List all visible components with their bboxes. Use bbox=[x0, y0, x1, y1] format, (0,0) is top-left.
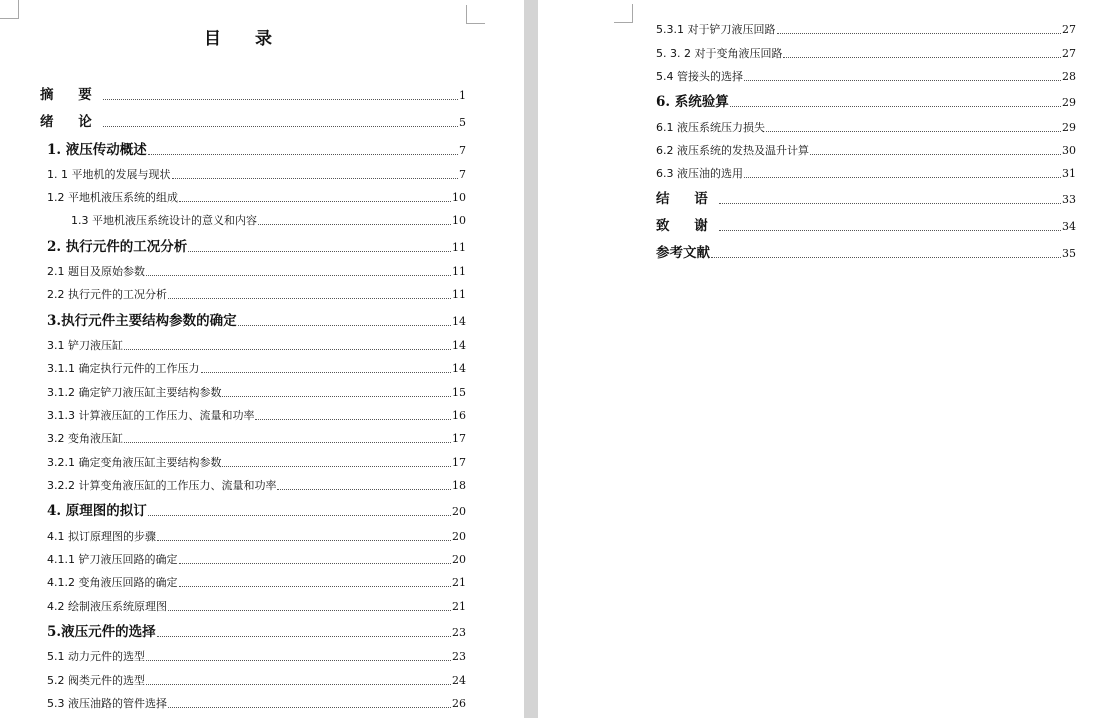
toc-entry[interactable] bbox=[47, 530, 466, 544]
leader-dots bbox=[222, 466, 451, 467]
document-page-left bbox=[0, 0, 524, 718]
leader-dots bbox=[124, 442, 451, 443]
toc-entry[interactable] bbox=[47, 432, 466, 446]
toc-entry-label: 3.1.1 确定执行元件的工作压力 bbox=[47, 362, 200, 375]
toc-entry-label: 5.3.1 对于铲刀液压回路 bbox=[656, 23, 776, 36]
toc-entry-label: 3.执行元件主要结构参数的确定 bbox=[47, 313, 237, 329]
toc-entry-label: 1. 液压传动概述 bbox=[47, 142, 147, 158]
toc-page-number: 26 bbox=[452, 697, 466, 710]
toc-entry-label: 1. 1 平地机的发展与现状 bbox=[47, 168, 171, 181]
toc-entry-label: 2. 执行元件的工况分析 bbox=[47, 239, 188, 255]
toc-entry-label: 4. 原理图的拟订 bbox=[47, 503, 147, 519]
toc-entry-label: 4.1 拟订原理图的步骤 bbox=[47, 530, 156, 543]
toc-entry[interactable] bbox=[656, 167, 1076, 181]
toc-entry[interactable] bbox=[656, 144, 1076, 158]
leader-dots bbox=[124, 349, 451, 350]
toc-entry[interactable] bbox=[656, 23, 1076, 37]
toc-page-number: 11 bbox=[452, 265, 466, 278]
toc-entry-label: 结 语 bbox=[656, 191, 718, 207]
leader-dots bbox=[148, 515, 451, 516]
toc-entry[interactable] bbox=[47, 479, 466, 493]
toc-entry[interactable] bbox=[47, 288, 466, 302]
toc-page-number: 20 bbox=[452, 530, 466, 543]
toc-entry[interactable] bbox=[47, 339, 466, 353]
toc-entry[interactable] bbox=[47, 456, 466, 470]
toc-entry-label: 1.3 平地机液压系统设计的意义和内容 bbox=[71, 214, 257, 227]
toc-entry[interactable] bbox=[47, 600, 466, 614]
toc-entry[interactable] bbox=[71, 214, 466, 228]
toc-page-number: 14 bbox=[452, 339, 466, 352]
toc-page-number: 34 bbox=[1062, 220, 1076, 233]
leader-dots bbox=[810, 154, 1061, 155]
toc-page-number: 31 bbox=[1062, 167, 1076, 180]
toc-page-number: 10 bbox=[452, 191, 466, 204]
leader-dots bbox=[277, 489, 451, 490]
leader-dots bbox=[238, 325, 451, 326]
toc-entry[interactable] bbox=[47, 362, 466, 376]
toc-entry-label: 致 谢 bbox=[656, 218, 718, 234]
toc-page-number: 17 bbox=[452, 456, 466, 469]
toc-page-number: 23 bbox=[452, 626, 466, 639]
leader-dots bbox=[168, 610, 451, 611]
toc-entry-label: 3.1 铲刀液压缸 bbox=[47, 339, 123, 352]
toc-entry-label: 5.2 阀类元件的选型 bbox=[47, 674, 145, 687]
toc-entry[interactable] bbox=[47, 239, 466, 255]
leader-dots bbox=[258, 224, 451, 225]
toc-page-number: 23 bbox=[452, 650, 466, 663]
leader-dots bbox=[744, 80, 1061, 81]
toc-entry[interactable] bbox=[656, 191, 1076, 207]
toc-page-number: 24 bbox=[452, 674, 466, 687]
page-corner-mark bbox=[466, 5, 485, 24]
toc-entry[interactable] bbox=[47, 191, 466, 205]
toc-entry-label: 摘 要 bbox=[40, 87, 102, 103]
toc-entry-label: 3.1.2 确定铲刀液压缸主要结构参数 bbox=[47, 386, 222, 399]
toc-entry[interactable] bbox=[47, 503, 466, 519]
toc-entry-label: 3.1.3 计算液压缸的工作压力、流量和功率 bbox=[47, 409, 255, 422]
toc-entry-label: 2.1 题目及原始参数 bbox=[47, 265, 145, 278]
toc-title: 目 录 bbox=[204, 29, 286, 49]
leader-dots bbox=[201, 372, 452, 373]
leader-dots bbox=[255, 419, 451, 420]
toc-page-number: 20 bbox=[452, 553, 466, 566]
toc-page-number: 21 bbox=[452, 576, 466, 589]
toc-entry-label: 绪 论 bbox=[40, 114, 102, 130]
toc-entry[interactable] bbox=[656, 218, 1076, 234]
toc-page-number: 5 bbox=[459, 116, 466, 129]
toc-entry-label: 3.2.1 确定变角液压缸主要结构参数 bbox=[47, 456, 222, 469]
toc-entry-label: 4.1.1 铲刀液压回路的确定 bbox=[47, 553, 178, 566]
leader-dots bbox=[168, 707, 451, 708]
toc-entry[interactable] bbox=[47, 576, 466, 590]
toc-entry[interactable] bbox=[656, 47, 1076, 61]
leader-dots bbox=[222, 396, 451, 397]
toc-entry-label: 4.2 绘制液压系统原理图 bbox=[47, 600, 167, 613]
toc-entry-label: 3.2 变角液压缸 bbox=[47, 432, 123, 445]
toc-entry-label: 6. 系统验算 bbox=[656, 94, 729, 110]
toc-entry-label: 4.1.2 变角液压回路的确定 bbox=[47, 576, 178, 589]
toc-entry[interactable] bbox=[47, 386, 466, 400]
toc-entry-label: 3.2.2 计算变角液压缸的工作压力、流量和功率 bbox=[47, 479, 277, 492]
toc-page-number: 27 bbox=[1062, 23, 1076, 36]
page-corner-mark bbox=[614, 4, 633, 23]
toc-page-number: 29 bbox=[1062, 96, 1076, 109]
leader-dots bbox=[711, 257, 1061, 258]
toc-page-number: 16 bbox=[452, 409, 466, 422]
page-corner-mark bbox=[0, 0, 19, 19]
toc-page-number: 29 bbox=[1062, 121, 1076, 134]
leader-dots bbox=[157, 636, 451, 637]
toc-page-number: 11 bbox=[452, 288, 466, 301]
leader-dots bbox=[179, 201, 451, 202]
leader-dots bbox=[730, 106, 1061, 107]
toc-entry-label: 6.3 液压油的选用 bbox=[656, 167, 743, 180]
toc-page-number: 7 bbox=[459, 168, 466, 181]
toc-page-number: 35 bbox=[1062, 247, 1076, 260]
toc-page-number: 14 bbox=[452, 315, 466, 328]
toc-page-number: 27 bbox=[1062, 47, 1076, 60]
toc-entry-label: 5.4 管接头的选择 bbox=[656, 70, 743, 83]
toc-entry[interactable] bbox=[47, 265, 466, 279]
toc-page-number: 28 bbox=[1062, 70, 1076, 83]
toc-page-number: 10 bbox=[452, 214, 466, 227]
toc-page-number: 7 bbox=[459, 144, 466, 157]
toc-page-number: 18 bbox=[452, 479, 466, 492]
leader-dots bbox=[103, 99, 458, 100]
toc-entry[interactable] bbox=[656, 245, 1076, 261]
leader-dots bbox=[179, 586, 452, 587]
leader-dots bbox=[744, 177, 1061, 178]
toc-page-number: 21 bbox=[452, 600, 466, 613]
toc-entry[interactable] bbox=[47, 553, 466, 567]
toc-entry-label: 1.2 平地机液压系统的组成 bbox=[47, 191, 178, 204]
page-gutter bbox=[524, 0, 538, 718]
document-page-right bbox=[538, 0, 1103, 718]
leader-dots bbox=[168, 298, 451, 299]
toc-entry[interactable] bbox=[47, 697, 466, 711]
toc-entry[interactable] bbox=[40, 87, 466, 103]
leader-dots bbox=[146, 660, 451, 661]
leader-dots bbox=[179, 563, 452, 564]
toc-entry[interactable] bbox=[40, 114, 466, 130]
toc-entry-label: 2.2 执行元件的工况分析 bbox=[47, 288, 167, 301]
toc-entry-label: 6.2 液压系统的发热及温升计算 bbox=[656, 144, 809, 157]
toc-entry-label: 5.液压元件的选择 bbox=[47, 624, 156, 640]
leader-dots bbox=[783, 57, 1061, 58]
leader-dots bbox=[777, 33, 1062, 34]
toc-page-number: 11 bbox=[452, 241, 466, 254]
toc-page-number: 15 bbox=[452, 386, 466, 399]
leader-dots bbox=[148, 154, 458, 155]
leader-dots bbox=[719, 203, 1061, 204]
toc-entry[interactable] bbox=[47, 674, 466, 688]
toc-entry-label: 参考文献 bbox=[656, 245, 710, 261]
leader-dots bbox=[146, 275, 451, 276]
toc-page-number: 14 bbox=[452, 362, 466, 375]
toc-entry[interactable] bbox=[656, 70, 1076, 84]
toc-entry[interactable] bbox=[47, 624, 466, 640]
toc-entry[interactable] bbox=[656, 121, 1076, 135]
toc-page-number: 30 bbox=[1062, 144, 1076, 157]
toc-entry-label: 5.3 液压油路的管件选择 bbox=[47, 697, 167, 710]
toc-entry[interactable] bbox=[47, 313, 466, 329]
toc-entry[interactable] bbox=[47, 168, 466, 182]
toc-page-number: 20 bbox=[452, 505, 466, 518]
toc-entry[interactable] bbox=[656, 94, 1076, 110]
toc-page-number: 33 bbox=[1062, 193, 1076, 206]
leader-dots bbox=[103, 126, 458, 127]
leader-dots bbox=[188, 251, 451, 252]
leader-dots bbox=[172, 178, 459, 179]
toc-entry[interactable] bbox=[47, 409, 466, 423]
toc-page-number: 17 bbox=[452, 432, 466, 445]
toc-page-number: 1 bbox=[459, 89, 466, 102]
toc-entry[interactable] bbox=[47, 142, 466, 158]
toc-entry-label: 5.1 动力元件的选型 bbox=[47, 650, 145, 663]
toc-entry[interactable] bbox=[47, 650, 466, 664]
leader-dots bbox=[157, 540, 451, 541]
leader-dots bbox=[719, 230, 1061, 231]
toc-entry-label: 6.1 液压系统压力损失 bbox=[656, 121, 765, 134]
leader-dots bbox=[766, 131, 1061, 132]
leader-dots bbox=[146, 684, 451, 685]
toc-entry-label: 5. 3. 2 对于变角液压回路 bbox=[656, 47, 783, 60]
